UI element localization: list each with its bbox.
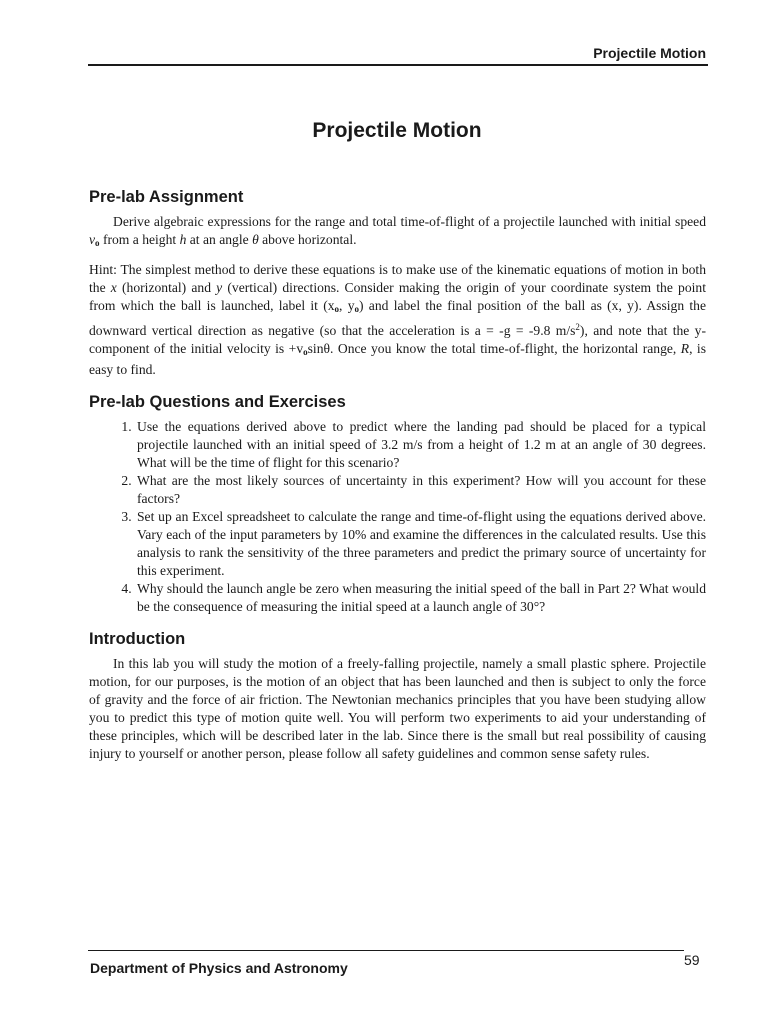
prelab-heading: Pre-lab Assignment: [89, 188, 244, 206]
footer-department: Department of Physics and Astronomy: [90, 960, 348, 976]
page-title: Projectile Motion: [312, 119, 482, 142]
introduction-heading: Introduction: [89, 630, 186, 648]
prelab-paragraph: Derive algebraic expressions for the range and total time-of-flight of a projectile launched with initial speed $v_o$ from a height h at an angle θ above horizontal.: [89, 214, 706, 248]
list-item: 4. Why should the launch angle be zero when measuring the initial speed of the ball in Part 2? What would be the consequence of measuring the initial speed at a launch angle of 30°?: [135, 580, 706, 616]
page-number: 59: [684, 952, 700, 968]
hint-paragraph: Hint: The simplest method to derive these equations is to make use of the kinematic equations of motion in both the x (horizontal) and y (vertical) directions. Consider making the origin of your coordinate system the point from which the ball is launched, label it ($x_o$, $y_o$) and label the final position of the ball as (x, y). Assign the downward vertical direction as negative (so that the acceleration is a = -g = -9.8 $m/s^2$), and note that the y-component of the initial velocity is $+v_o\sin\theta$. Once you know the total time-of-flight, the horizontal range, R, is easy to find.: [89, 262, 707, 377]
footer-rule: [88, 950, 684, 951]
introduction-paragraph: In this lab you will study the motion of a freely-falling projectile, namely a small plastic sphere. Projectile motion, for our purposes, is the motion of an object that has been launched and then is subject to only the force of gravity and the force of air friction. The Newtonian mechanics principles that you have been studying allow you to predict this type of motion quite well. You will perform two experiments to aid your understanding of these principles, which will be described later in the lab. Since there is the small but real possibility of causing injury to yourself or another person, please follow all safety guidelines and common sense safety rules.: [89, 656, 706, 761]
list-item: 2. What are the most likely sources of uncertainty in this experiment? How will you account for these factors?: [135, 472, 706, 508]
questions-heading: Pre-lab Questions and Exercises: [89, 393, 346, 411]
list-item: 3. Set up an Excel spreadsheet to calculate the range and time-of-flight using the equations derived above. Vary each of the input parameters by 10% and examine the differences in the calculated results. Use this analysis to rank the sensitivity of the three parameters and predict the primary source of uncertainty for this experiment.: [135, 508, 706, 580]
questions-list: [89, 418, 706, 616]
page-body: [89, 187, 706, 763]
running-header-title: Projectile Motion: [593, 45, 706, 61]
header-rule: [88, 64, 708, 66]
list-item: 1. Use the equations derived above to predict where the landing pad should be placed for a typical projectile launched with an initial speed of 3.2 m/s from a height of 1.2 m at an angle of 30 degrees. What will be the time of flight for this scenario?: [135, 418, 706, 472]
